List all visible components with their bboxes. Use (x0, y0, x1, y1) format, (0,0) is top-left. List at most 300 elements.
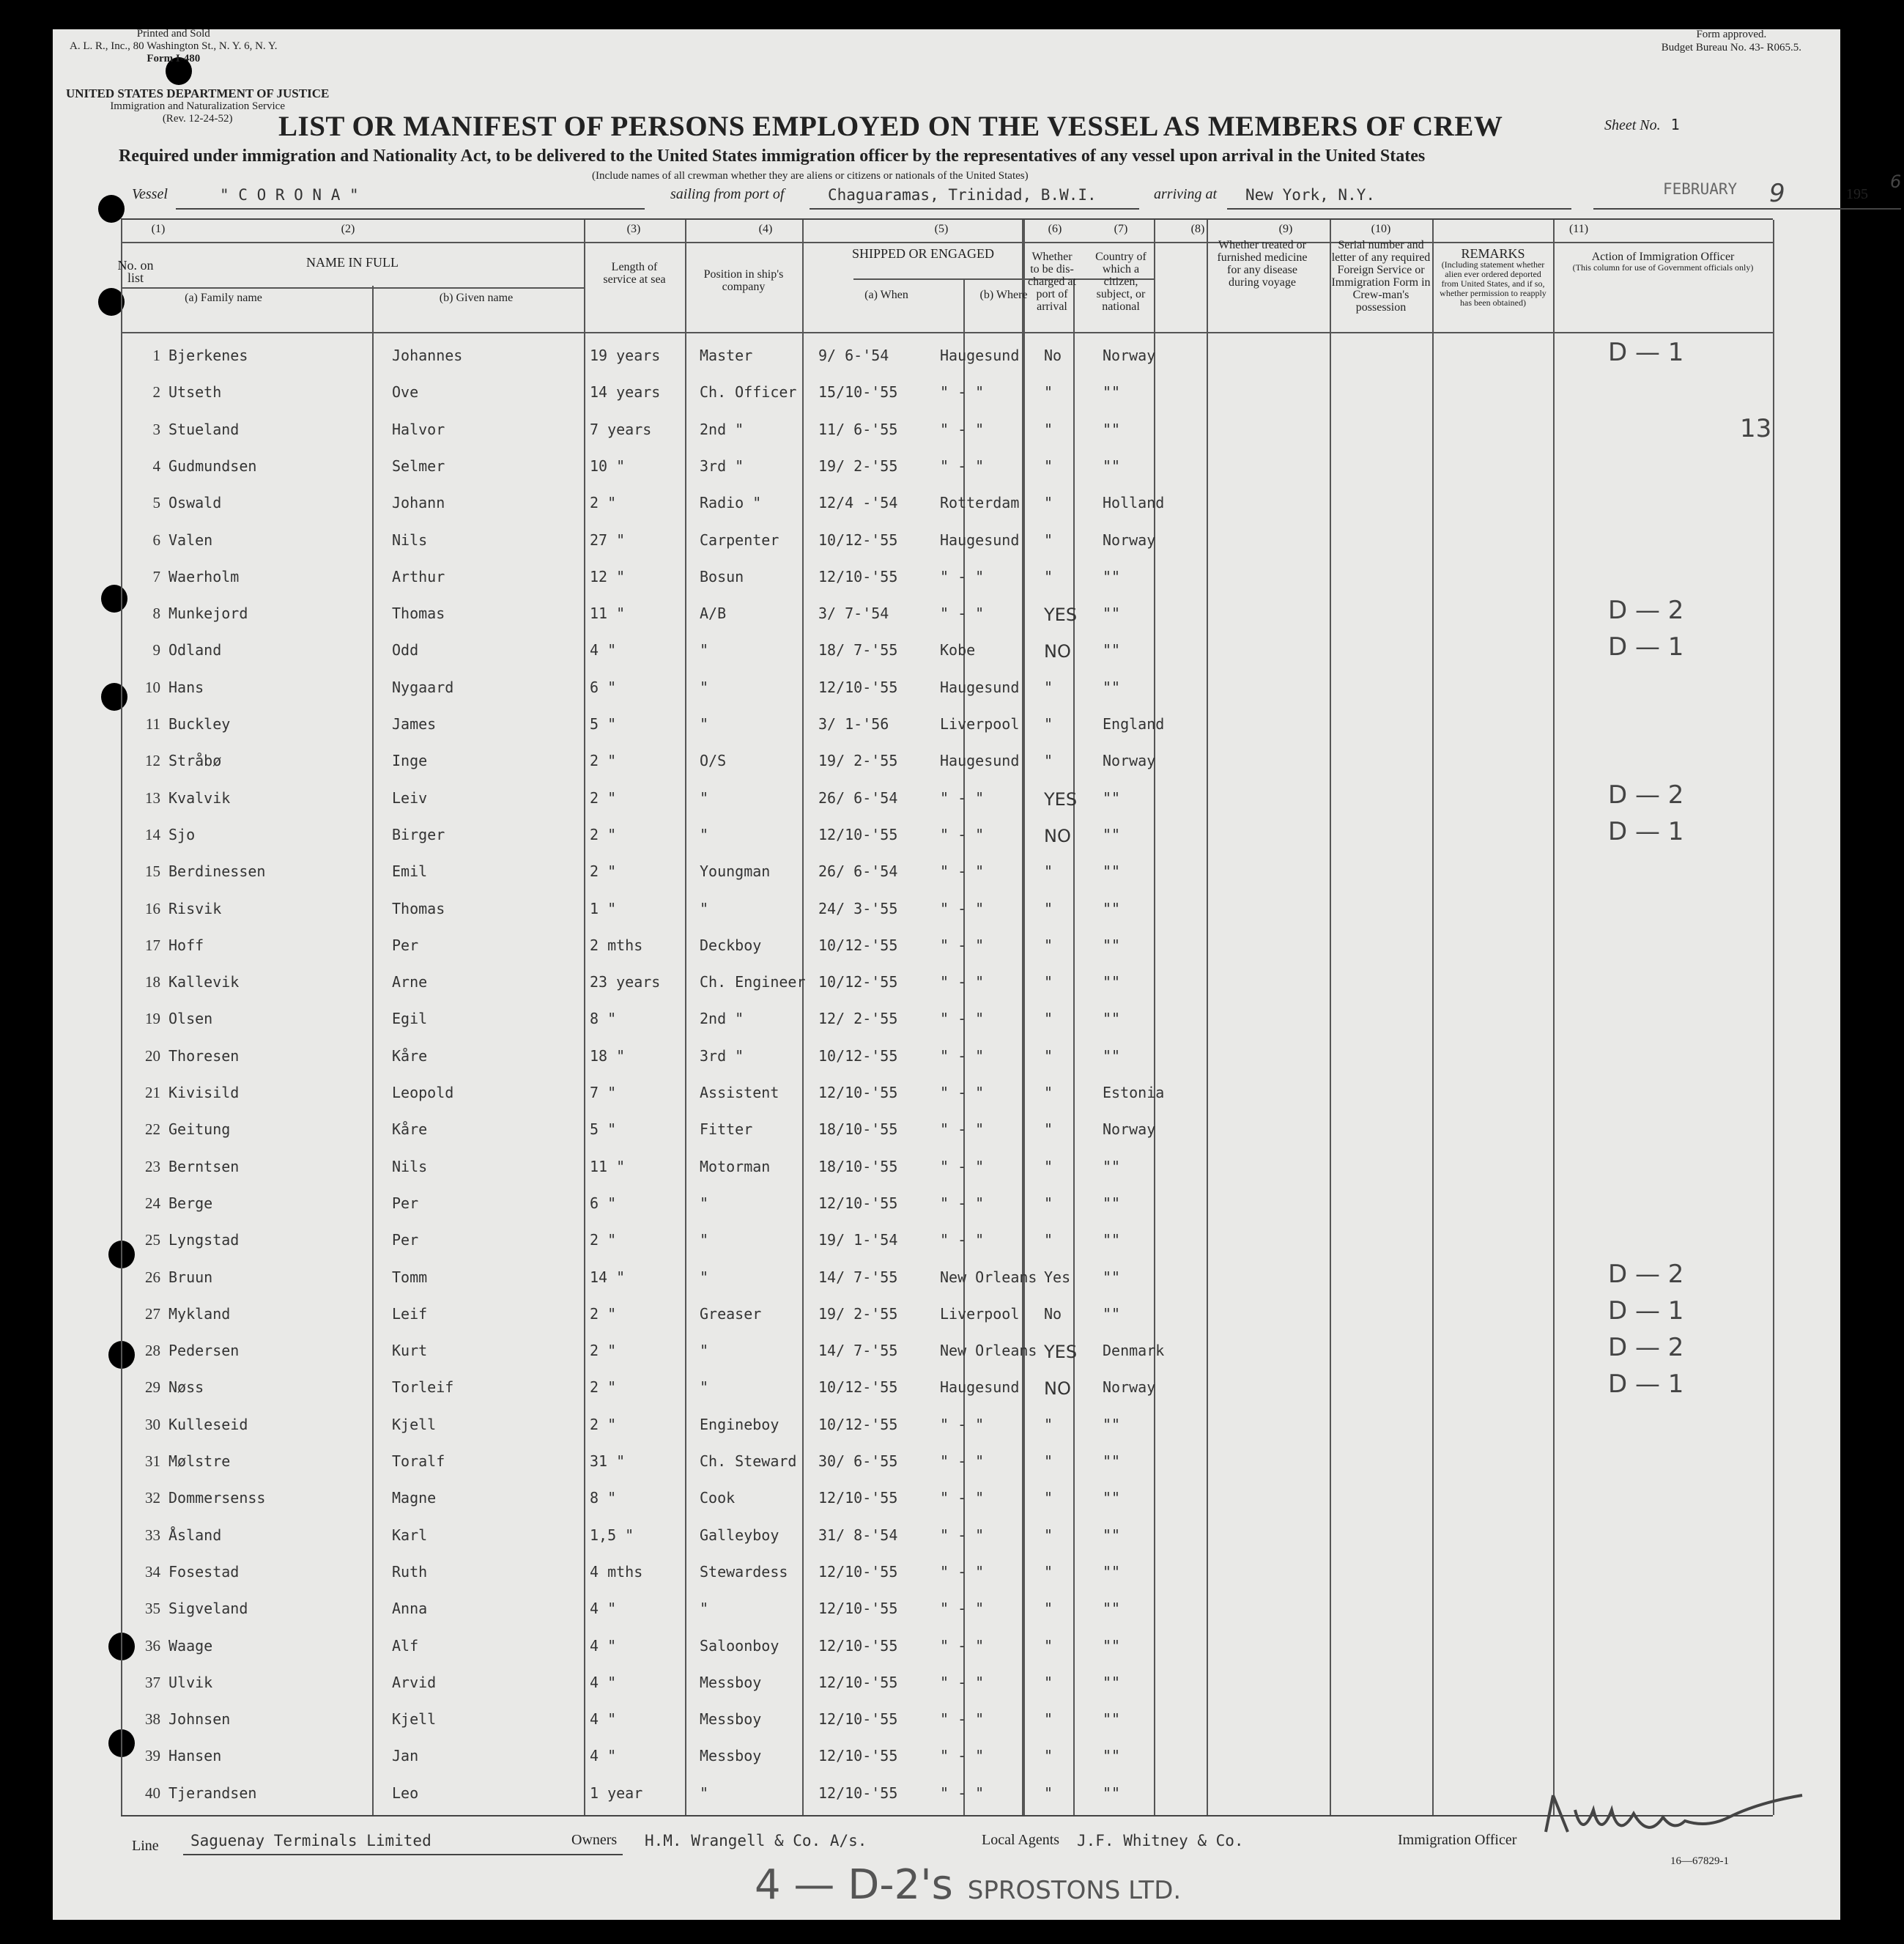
cell-country: Holland (1103, 494, 1165, 512)
cell-disch: " (1044, 494, 1053, 512)
cell-n: 36 (145, 1636, 160, 1655)
cell-where: " - " (940, 1489, 985, 1507)
cell-disch: YES (1044, 605, 1078, 626)
cell-family: Tjerandsen (168, 1784, 257, 1802)
cell-country: "" (1103, 1489, 1121, 1507)
table-row (121, 782, 1773, 818)
handwritten-remark: 4 — D-2's SPROSTONS LTD. (755, 1861, 1182, 1909)
cell-country: "" (1103, 1747, 1121, 1765)
cell-position: Messboy (700, 1673, 762, 1691)
cell-position: A/B (700, 605, 727, 623)
table-row (121, 1150, 1773, 1187)
cell-given: Alf (392, 1636, 419, 1655)
cell-position: " (700, 1231, 709, 1249)
cell-disch: NO (1044, 1378, 1071, 1400)
cell-when: 18/ 7-'55 (818, 641, 898, 659)
cell-service: 2 " (590, 1415, 617, 1433)
cell-family: Nøss (168, 1378, 204, 1397)
cell-disch: " (1044, 1747, 1053, 1765)
cell-family: Bruun (168, 1268, 213, 1286)
cell-country: "" (1103, 1784, 1121, 1802)
cell-country: "" (1103, 457, 1121, 475)
cell-n: 4 (152, 457, 160, 475)
cell-when: 10/12-'55 (818, 973, 898, 991)
cell-disch: YES (1044, 788, 1078, 810)
cell-when: 12/10-'55 (818, 1747, 898, 1765)
cell-family: Kallevik (168, 973, 240, 991)
table-row (121, 487, 1773, 523)
cell-when: 12/4 -'54 (818, 494, 898, 512)
cell-country: "" (1103, 1562, 1121, 1581)
cell-position: " (700, 1342, 709, 1360)
table-row (121, 524, 1773, 561)
cell-family: Åsland (168, 1526, 222, 1544)
cell-position: 3rd " (700, 457, 744, 475)
col-serial-header: Serial number and letter of any required Foreign Service or Immigration Form in Crew-man's possession (1331, 239, 1431, 314)
cell-action: D — 1 (1608, 816, 1684, 846)
cell-where: " - " (940, 1562, 985, 1581)
cell-when: 12/10-'55 (818, 1600, 898, 1618)
cell-given: Selmer (392, 457, 445, 475)
cell-disch: " (1044, 1231, 1053, 1249)
cell-when: 12/10-'55 (818, 1673, 898, 1691)
cell-where: Rotterdam (940, 494, 1020, 512)
col-family-header: (a) Family name (185, 292, 262, 304)
cell-position: 2nd " (700, 1010, 744, 1028)
cell-n: 38 (145, 1710, 160, 1729)
officer-signature (1538, 1788, 1817, 1854)
cell-service: 31 " (590, 1452, 626, 1470)
cell-family: Johnsen (168, 1710, 231, 1729)
cell-service: 4 mths (590, 1562, 643, 1581)
cell-position: " (700, 1378, 709, 1397)
cell-where: " - " (940, 1415, 985, 1433)
cell-country: "" (1103, 1304, 1121, 1323)
cell-family: Valen (168, 531, 213, 549)
vessel-name: " C O R O N A " (220, 186, 359, 204)
cell-country: England (1103, 715, 1165, 733)
cell-position: " (700, 788, 709, 807)
cell-where: Haugesund (940, 347, 1020, 364)
printer-info: Printed and Sold A. L. R., Inc., 80 Washington St., N. Y. 6, N. Y. Form I-480 (70, 28, 278, 64)
cell-service: 4 " (590, 1600, 617, 1618)
cell-family: Hans (168, 678, 204, 696)
cell-family: Hansen (168, 1747, 222, 1765)
cell-n: 22 (145, 1120, 160, 1139)
cell-given: Inge (392, 752, 428, 770)
margin-note: 13 (1740, 414, 1772, 443)
cell-family: Waerholm (168, 567, 240, 585)
cell-disch: " (1044, 862, 1053, 881)
cell-service: 4 " (590, 641, 617, 659)
cell-when: 12/10-'55 (818, 1562, 898, 1581)
cell-given: Thomas (392, 605, 445, 623)
cell-family: Mykland (168, 1304, 231, 1323)
cell-when: 26/ 6-'54 (818, 862, 898, 881)
col-no-header: No. on list (117, 258, 154, 285)
cell-country: "" (1103, 605, 1121, 623)
cell-family: Utseth (168, 383, 222, 402)
cell-position: Motorman (700, 1157, 771, 1175)
cell-n: 24 (145, 1194, 160, 1212)
cell-when: 12/10-'55 (818, 825, 898, 843)
cell-family: Sjo (168, 825, 196, 843)
cell-where: Haugesund (940, 678, 1020, 696)
cell-service: 1,5 " (590, 1526, 634, 1544)
col-service-header: Length of service at sea (603, 261, 666, 286)
cell-n: 15 (145, 862, 160, 881)
cell-country: "" (1103, 1010, 1121, 1028)
cell-disch: " (1044, 1526, 1053, 1544)
cell-n: 9 (152, 641, 160, 659)
cell-position: Cook (700, 1489, 736, 1507)
cell-where: " - " (940, 1194, 985, 1212)
cell-country: "" (1103, 1415, 1121, 1433)
cell-where: " - " (940, 973, 985, 991)
cell-position: " (700, 715, 709, 733)
cell-service: 18 " (590, 1046, 626, 1065)
table-row (121, 1002, 1773, 1039)
cell-service: 2 " (590, 825, 617, 843)
table-row (121, 1592, 1773, 1629)
cell-family: Kivisild (168, 1084, 240, 1101)
table-row (121, 1630, 1773, 1666)
cell-service: 4 " (590, 1747, 617, 1765)
cell-where: New Orleans (940, 1342, 1037, 1360)
cell-country: "" (1103, 788, 1121, 807)
cell-service: 1 year (590, 1784, 643, 1802)
cell-country: "" (1103, 641, 1121, 659)
cell-where: " - " (940, 862, 985, 881)
cell-disch: " (1044, 1120, 1053, 1139)
cell-disch: " (1044, 1194, 1053, 1212)
cell-given: Egil (392, 1010, 428, 1028)
cell-country: "" (1103, 1673, 1121, 1691)
cell-when: 11/ 6-'55 (818, 420, 898, 438)
arrival-month: FEBRUARY (1663, 180, 1738, 198)
cell-given: Per (392, 1231, 419, 1249)
cell-action: D — 1 (1608, 632, 1684, 662)
arriving-port: New York, N.Y. (1245, 186, 1376, 204)
cell-when: 10/12-'55 (818, 531, 898, 549)
cell-given: Ove (392, 383, 419, 402)
cell-position: " (700, 825, 709, 843)
cell-when: 24/ 3-'55 (818, 899, 898, 917)
cell-service: 19 years (590, 347, 661, 364)
cell-when: 15/10-'55 (818, 383, 898, 402)
cell-where: Haugesund (940, 531, 1020, 549)
table-row (121, 1298, 1773, 1334)
cell-given: Leo (392, 1784, 419, 1802)
cell-service: 14 " (590, 1268, 626, 1286)
table-row (121, 1187, 1773, 1224)
cell-country: "" (1103, 567, 1121, 585)
cell-n: 40 (145, 1784, 160, 1802)
cell-n: 10 (145, 678, 160, 696)
cell-disch: " (1044, 752, 1053, 770)
col-when-header: (a) When (864, 289, 908, 301)
table-row (121, 376, 1773, 413)
sailing-port: Chaguaramas, Trinidad, B.W.I. (828, 186, 1097, 204)
cell-when: 19/ 2-'55 (818, 752, 898, 770)
cell-when: 19/ 2-'55 (818, 457, 898, 475)
cell-given: Halvor (392, 420, 445, 438)
cell-disch: " (1044, 1600, 1053, 1618)
cell-where: Kobe (940, 641, 976, 659)
cell-country: "" (1103, 1231, 1121, 1249)
cell-position: " (700, 1194, 709, 1212)
table-row (121, 1113, 1773, 1150)
cell-given: Emil (392, 862, 428, 881)
cell-position: Assistent (700, 1084, 779, 1101)
cell-action: D — 2 (1608, 596, 1684, 626)
subtitle: Required under immigration and Nationality Act, to be delivered to the United States immigration officer by the representatives of any vessel upon arrival in the United States (119, 147, 1426, 166)
table-row (121, 671, 1773, 708)
cell-country: "" (1103, 825, 1121, 843)
cell-where: Haugesund (940, 1378, 1020, 1397)
table-row (121, 1666, 1773, 1703)
cell-position: Ch. Engineer (700, 973, 806, 991)
cell-disch: " (1044, 531, 1053, 549)
form-approval: Form approved. Budget Bureau No. 43- R065.5. (1661, 29, 1801, 53)
cell-family: Dommersenss (168, 1489, 266, 1507)
cell-given: Tomm (392, 1268, 428, 1286)
cell-country: "" (1103, 1046, 1121, 1065)
cell-country: Norway (1103, 752, 1156, 770)
cell-family: Geitung (168, 1120, 231, 1139)
cell-where: " - " (940, 1600, 985, 1618)
table-row (121, 1334, 1773, 1371)
sheet-number: Sheet No. 1 (1604, 116, 1680, 133)
cell-position: Master (700, 347, 753, 364)
cell-service: 23 years (590, 973, 661, 991)
cell-country: "" (1103, 899, 1121, 917)
cell-family: Hoff (168, 936, 204, 954)
table-row (121, 1482, 1773, 1518)
cell-where: " - " (940, 1231, 985, 1249)
cell-where: " - " (940, 936, 985, 954)
cell-service: 8 " (590, 1489, 617, 1507)
cell-service: 12 " (590, 567, 626, 585)
cell-family: Waage (168, 1636, 213, 1655)
arrival-year: 195 (1846, 186, 1868, 202)
cell-family: Kulleseid (168, 1415, 248, 1433)
cell-service: 2 " (590, 788, 617, 807)
cell-when: 3/ 7-'54 (818, 605, 889, 623)
cell-given: Toralf (392, 1452, 445, 1470)
cell-when: 18/10-'55 (818, 1157, 898, 1175)
cell-disch: NO (1044, 825, 1071, 846)
cell-where: " - " (940, 567, 985, 585)
cell-when: 14/ 7-'55 (818, 1342, 898, 1360)
arrival-year-digit: 6 (1890, 171, 1902, 192)
cell-when: 19/ 1-'54 (818, 1231, 898, 1249)
cell-when: 12/10-'55 (818, 1710, 898, 1729)
col-shipped-header: SHIPPED OR ENGAGED (851, 246, 994, 261)
cell-family: Berdinessen (168, 862, 266, 881)
cell-given: Arthur (392, 567, 445, 585)
cell-n: 31 (145, 1452, 160, 1470)
department-info: UNITED STATES DEPARTMENT OF JUSTICE Immigration and Naturalization Service (Rev. 12-24-52) (66, 86, 330, 125)
cell-action: D — 1 (1608, 1370, 1684, 1400)
cell-service: 7 " (590, 1084, 617, 1101)
cell-family: Fosestad (168, 1562, 240, 1581)
table-row (121, 1040, 1773, 1076)
cell-where: Liverpool (940, 1304, 1020, 1323)
cell-given: Karl (392, 1526, 428, 1544)
cell-service: 1 " (590, 899, 617, 917)
cell-given: Nils (392, 531, 428, 549)
cell-n: 23 (145, 1157, 160, 1175)
cell-given: Leif (392, 1304, 428, 1323)
cell-n: 3 (152, 420, 160, 438)
cell-action: D — 2 (1608, 780, 1684, 810)
cell-given: Arne (392, 973, 428, 991)
cell-given: Magne (392, 1489, 437, 1507)
cell-given: Johann (392, 494, 445, 512)
cell-when: 10/12-'55 (818, 1046, 898, 1065)
cell-position: Carpenter (700, 531, 779, 549)
cell-country: "" (1103, 420, 1121, 438)
cell-service: 6 " (590, 1194, 617, 1212)
cell-action: D — 1 (1608, 338, 1684, 367)
cell-n: 8 (152, 605, 160, 623)
table-row (121, 634, 1773, 670)
agents-value: J.F. Whitney & Co. (1077, 1832, 1244, 1849)
cell-when: 12/10-'55 (818, 1489, 898, 1507)
cell-n: 7 (152, 567, 160, 585)
cell-where: " - " (940, 1046, 985, 1065)
cell-position: 2nd " (700, 420, 744, 438)
cell-country: Norway (1103, 531, 1156, 549)
cell-where: " - " (940, 825, 985, 843)
cell-service: 2 " (590, 1231, 617, 1249)
col-remarks-header: REMARKS (Including statement whether alien ever ordered deported from United States, and if so, whether permission to reapply has been obtained) (1440, 246, 1546, 308)
cell-when: 12/10-'55 (818, 1084, 898, 1101)
cell-n: 30 (145, 1415, 160, 1433)
cell-position: Ch. Steward (700, 1452, 797, 1470)
cell-service: 2 " (590, 1304, 617, 1323)
cell-country: "" (1103, 1710, 1121, 1729)
cell-position: Ch. Officer (700, 383, 797, 402)
cell-where: " - " (940, 1710, 985, 1729)
cell-n: 33 (145, 1526, 160, 1544)
cell-family: Lyngstad (168, 1231, 240, 1249)
voyage-info: Vessel " C O R O N A " sailing from port of Chaguaramas, Trinidad, B.W.I. arriving at New York, N.Y. FEBRUARY 9 195 6 (132, 171, 1902, 208)
cell-when: 31/ 8-'54 (818, 1526, 898, 1544)
cell-where: " - " (940, 1157, 985, 1175)
cell-when: 10/12-'55 (818, 936, 898, 954)
table-row (121, 1556, 1773, 1592)
cell-family: Stråbø (168, 752, 222, 770)
cell-when: 12/10-'55 (818, 567, 898, 585)
cell-n: 14 (145, 825, 160, 843)
cell-position: " (700, 1784, 709, 1802)
cell-position: Bosun (700, 567, 744, 585)
cell-family: Kvalvik (168, 788, 231, 807)
cell-disch: YES (1044, 1342, 1078, 1363)
cell-service: 4 " (590, 1710, 617, 1729)
cell-family: Ulvik (168, 1673, 213, 1691)
cell-position: 3rd " (700, 1046, 744, 1065)
table-row (121, 1519, 1773, 1556)
col-country-header: Country of which a citizen, subject, or national (1095, 251, 1147, 313)
cell-family: Stueland (168, 420, 240, 438)
cell-action: D — 2 (1608, 1333, 1684, 1363)
cell-where: " - " (940, 1747, 985, 1765)
cell-given: Kåre (392, 1120, 428, 1139)
cell-disch: " (1044, 1157, 1053, 1175)
cell-n: 20 (145, 1046, 160, 1065)
cell-where: " - " (940, 1636, 985, 1655)
cell-n: 17 (145, 936, 160, 954)
col-medicine-header: Whether treated or furnished medicine for any disease during voyage (1217, 239, 1308, 289)
cell-country: "" (1103, 383, 1121, 402)
cell-family: Thoresen (168, 1046, 240, 1065)
cell-where: " - " (940, 1452, 985, 1470)
cell-service: 7 years (590, 420, 652, 438)
cell-given: Per (392, 936, 419, 954)
cell-service: 4 " (590, 1673, 617, 1691)
cell-family: Olsen (168, 1010, 213, 1028)
cell-when: 19/ 2-'55 (818, 1304, 898, 1323)
cell-n: 35 (145, 1600, 160, 1618)
cell-when: 18/10-'55 (818, 1120, 898, 1139)
cell-disch: " (1044, 1452, 1053, 1470)
cell-where: " - " (940, 1526, 985, 1544)
cell-given: Jan (392, 1747, 419, 1765)
cell-when: 30/ 6-'55 (818, 1452, 898, 1470)
col-action-header: Action of Immigration Officer (This column for use of Government officials only) (1572, 251, 1754, 273)
cell-position: " (700, 641, 709, 659)
cell-disch: " (1044, 973, 1053, 991)
cell-country: "" (1103, 1268, 1121, 1286)
form-code: 16—67829-1 (1670, 1855, 1729, 1867)
cell-given: Kjell (392, 1710, 437, 1729)
cell-service: 11 " (590, 1157, 626, 1175)
cell-disch: " (1044, 715, 1053, 733)
cell-n: 18 (145, 973, 160, 991)
cell-service: 2 " (590, 1342, 617, 1360)
cell-disch: " (1044, 936, 1053, 954)
cell-given: Leopold (392, 1084, 454, 1101)
cell-family: Bjerkenes (168, 347, 248, 364)
col-name-header: NAME IN FULL (306, 255, 399, 270)
cell-family: Risvik (168, 899, 222, 917)
cell-country: "" (1103, 862, 1121, 881)
cell-family: Oswald (168, 494, 222, 512)
cell-family: Pedersen (168, 1342, 240, 1360)
cell-service: 2 " (590, 494, 617, 512)
table-row (121, 818, 1773, 855)
cell-where: " - " (940, 1673, 985, 1691)
cell-where: " - " (940, 457, 985, 475)
table-row (121, 1408, 1773, 1445)
cell-where: " - " (940, 1784, 985, 1802)
cell-when: 26/ 6-'54 (818, 788, 898, 807)
table-row (121, 1261, 1773, 1298)
cell-n: 16 (145, 899, 160, 917)
cell-where: " - " (940, 1084, 985, 1101)
table-row (121, 339, 1773, 376)
cell-position: Deckboy (700, 936, 762, 954)
cell-disch: " (1044, 1784, 1053, 1802)
crew-table: (1) (2) (3) (4) (5) (6) (7) (8) (9) (10) (11) No. on list NAME IN FULL (a) Family name (b) Given name Length of service at sea Position in ship's company SHIPPED OR ENGAGED (a) When (b) Where Whether to be dis-charged at port of arrival Country of which a citizen, subject, or national Whether treated or furnished medicine for any disease during voyage Serial number and letter of any required Foreign Service or Immigration Form in Crew-man's possession REMARKS (Including statement whether alien ever ordered deported from United States, and if so, whether permission to reapply has been obtained) Action of Immigration Officer (This column for use of Government officials only) 1 Bjerkenes Johannes 19 years Master 9/ 6-'54 Haugesund No Norway D — 1 2 Utseth Ove 14 years Ch. Officer 15/10-'55 " - " " "" 3 Stueland Halvor 7 years 2nd " 11/ 6-'55 " - " " "" 4 Gudmundsen Selmer 10 " 3rd " 19/ 2-'55 " - " " "" 5 Oswald Johann 2 " Radio " 12/4 -'54 Rotterdam " Holland 6 Valen Nils 27 " Carpenter 10/12-'55 Haugesund " Norway 7 Waerholm Arthur 12 " Bosun 12/10-'55 " - " " "" 8 Munkejord Thomas 11 " A/B 3/ 7-'54 " - " YES "" D — 2 9 Odland Odd 4 " " 18/ 7-'55 Kobe NO "" D — 1 10 Hans Nygaard 6 " " 12/10-'55 Haugesund " "" 11 Buckley James 5 " " 3/ 1-'56 Liverpool " England 12 Stråbø Inge 2 " O/S 19/ 2-'55 Haugesund " Norway 13 Kvalvik Leiv 2 " " 26/ 6-'54 " - " YES "" D — 2 14 Sjo Birger 2 " " 12/10-'55 " - " NO "" D — 1 15 Berdinessen Emil 2 " Youngman 26/ 6-'54 " - " " "" 16 Risvik Thomas 1 " " 24/ 3-'55 " - " " "" 17 Hoff Per 2 mths Deckboy 10/12-'55 " - " " "" 18 Kallevik Arne 23 years Ch. Engineer 10/12-'55 " - " " "" 19 Olsen Egil 8 " 2nd " 12/ 2-'55 " - " " "" 20 Thoresen Kåre 18 " 3rd " 10/12-'55 " - " " "" 21 Kivisild Leopold 7 " Assistent 12/10-'55 " - " " Estonia 22 Geitung Kåre 5 " Fitter 18/10-'55 " - " " Norway 23 Berntsen Nils 11 " Motorman 18/10-'55 " - " " "" 24 Berge Per 6 " " 12/10-'55 " - " " "" 25 Lyngstad Per 2 " " 19/ 1-'54 " - " " "" 26 Bruun Tomm 14 " " 14/ 7-'55 New Orleans Yes "" D — 2 27 Mykland Leif 2 " Greaser 19/ 2-'55 Liverpool No "" D — 1 28 Pedersen Kurt 2 " " 14/ 7-'55 New Orleans YES Denmark D — 2 29 Nøss Torleif 2 " " 10/12-'55 Haugesund NO Norway D — 1 30 Kulleseid Kjell 2 " Engineboy 10/12-'55 " - " " "" 31 Mølstre Toralf 31 " Ch. Steward 30/ 6-'55 " - " " "" 32 Dommersenss Magne 8 " Cook 12/10-'55 " - " " "" 33 Åsland Karl 1,5 " Galleyboy 31/ 8-'54 " - " " "" 34 Fosestad Ruth 4 mths Stewardess 12/10-'55 " - " " "" 35 Sigveland Anna 4 " " 12/10-'55 " - " " "" 36 Waage Alf 4 " Saloonboy 12/10-'55 " - " " "" 37 Ulvik Arvid 4 " Messboy 12/10-'55 " - " " "" 38 Johnsen Kjell 4 " Messboy 12/10-'55 " - " " "" 39 Hansen Jan 4 " Messboy 12/10-'55 " - " " "" 40 Tjerandsen Leo 1 year " 12/10-'55 " - " " "" (121, 218, 1773, 1817)
cell-where: " - " (940, 1120, 985, 1139)
cell-family: Munkejord (168, 605, 248, 623)
arrival-day: 9 (1769, 179, 1785, 208)
cell-service: 4 " (590, 1636, 617, 1655)
